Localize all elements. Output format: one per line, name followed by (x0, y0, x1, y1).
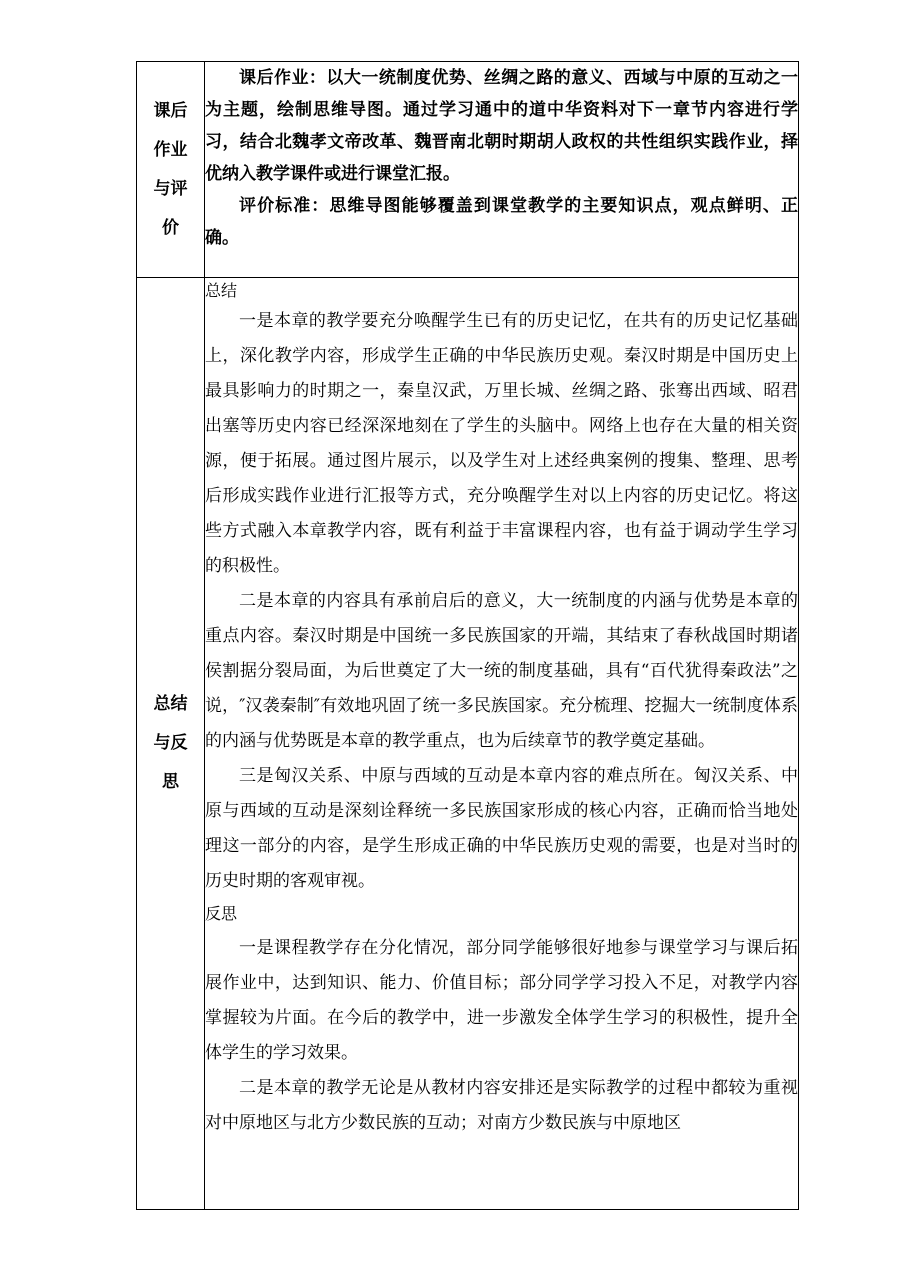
summary-content-cell (205, 278, 799, 1210)
summary-label-cell (137, 278, 205, 1210)
homework-label-line: 价 (162, 217, 179, 238)
homework-label-cell (137, 62, 205, 278)
homework-label-line: 课后 (153, 100, 188, 121)
summary-paragraph: 二是本章的内容具有承前启后的意义，大一统制度的内涵与优势是本章的重点内容。秦汉时期是中国统一多民族国家的开端，其结束了春秋战国时期诸侯割据分裂局面，为后世奠定了大一统的制度基础，具有“百代犹得秦政法”之说，″汉袭秦制″有效地巩固了统一多民族国家。充分梳理、挖掘大一统制度体系的内涵与优势既是本章的教学重点，也为后续章节的教学奠定基础。 (205, 591, 798, 751)
homework-criteria-text: 评价标准：思维导图能够覆盖到课堂教学的主要知识点，观点鲜明、正确。 (205, 196, 798, 248)
reflection-paragraph: 二是本章的教学无论是从教材内容安排还是实际教学的过程中都较为重视对中原地区与北方少数民族的互动；对南方少数民族与中原地区 (205, 1078, 798, 1133)
homework-row (137, 62, 799, 278)
reflection-heading: 反思 (205, 904, 238, 923)
summary-label-line: 总结 (153, 694, 188, 714)
summary-paragraph: 三是匈汉关系、中原与西域的互动是本章内容的难点所在。匈汉关系、中原与西域的互动是深刻诠释统一多民族国家形成的核心内容，正确而恰当地处理这一部分的内容，是学生形成正确的中华民族历史观的需要，也是对当时的历史时期的客观审视。 (205, 766, 798, 891)
summary-label-line: 思 (162, 772, 179, 792)
homework-content-cell (205, 62, 799, 278)
lesson-plan-table (136, 61, 799, 1210)
homework-label-line: 作业 (153, 139, 188, 160)
homework-assignment-text: 课后作业：以大一统制度优势、丝绸之路的意义、西域与中原的互动之一为主题，绘制思维导图。通过学习通中的道中华资料对下一章节内容进行学习，结合北魏孝文帝改革、魏晋南北朝时期胡人政权的共性组织实践作业，择优纳入教学课件或进行课堂汇报。 (205, 68, 798, 184)
summary-row (137, 278, 799, 1210)
reflection-paragraph: 一是课程教学存在分化情况，部分同学能够很好地参与课堂学习与课后拓展作业中，达到知识、能力、价值目标；部分同学学习投入不足，对教学内容掌握较为片面。在今后的教学中，进一步激发全体学生学习的积极性，提升全体学生的学习效果。 (205, 938, 798, 1063)
summary-label-line: 与反 (153, 733, 188, 753)
summary-heading: 总结 (205, 281, 238, 300)
summary-paragraph: 一是本章的教学要充分唤醒学生已有的历史记忆，在共有的历史记忆基础上，深化教学内容，形成学生正确的中华民族历史观。秦汉时期是中国历史上最具影响力的时期之一，秦皇汉武，万里长城、丝绸之路、张骞出西域、昭君出塞等历史内容已经深深地刻在了学生的头脑中。网络上也存在大量的相关资源，便于拓展。通过图片展示，以及学生对上述经典案例的搜集、整理、思考后形成实践作业进行汇报等方式，充分唤醒学生对以上内容的历史记忆。将这些方式融入本章教学内容，既有利益于丰富课程内容，也有益于调动学生学习的积极性。 (205, 311, 798, 576)
homework-label-line: 与评 (153, 178, 188, 199)
